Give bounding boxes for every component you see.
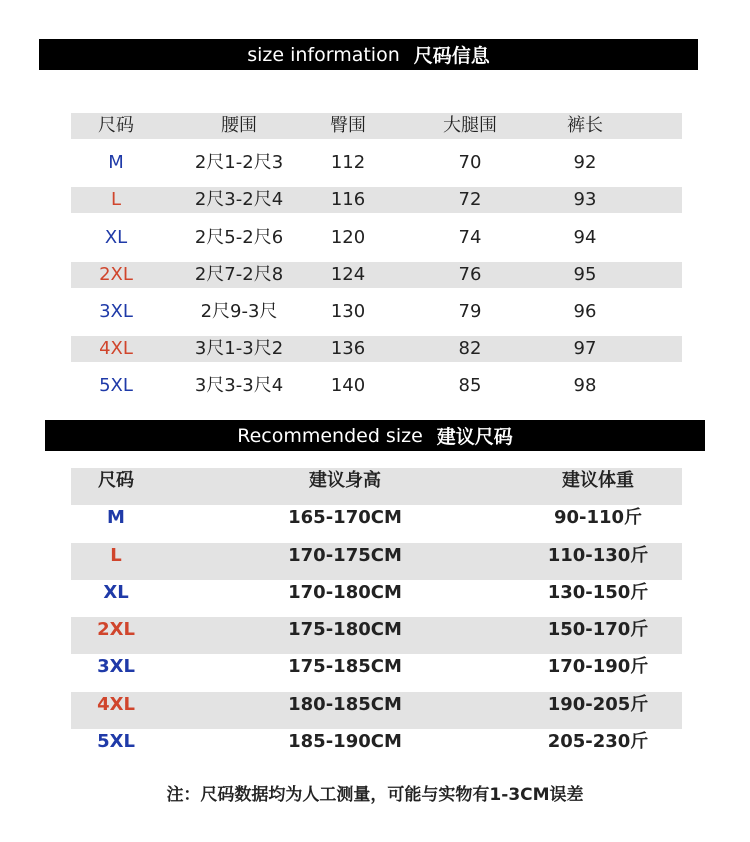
table-cell-weight: 110-130斤 — [547, 544, 649, 566]
table-row — [71, 299, 682, 336]
table-cell-length: 95 — [573, 263, 597, 285]
table-cell-weight: 150-170斤 — [547, 619, 649, 641]
table-cell-hip: 130 — [330, 300, 366, 322]
table-cell-weight: 90-110斤 — [553, 507, 643, 529]
table-row — [71, 336, 682, 373]
table-row — [71, 262, 682, 299]
column-header: 臀围 — [330, 115, 366, 136]
table-cell-length: 93 — [573, 189, 597, 211]
size-label: XL — [104, 226, 128, 248]
table-cell-hip: 116 — [330, 189, 366, 211]
size-info-header — [39, 39, 698, 70]
table-cell-thigh: 72 — [458, 189, 482, 211]
size-info-table — [71, 113, 682, 411]
size-label: M — [108, 152, 124, 174]
table-cell-length: 96 — [573, 300, 597, 322]
table-cell-length: 97 — [573, 338, 597, 360]
table-cell-weight: 190-205斤 — [547, 693, 649, 715]
table-cell-hip: 136 — [330, 338, 366, 360]
table-header-row — [71, 468, 682, 505]
size-label: 5XL — [97, 731, 135, 753]
size-label: 3XL — [99, 300, 133, 322]
table-header-row — [71, 113, 682, 150]
table-row — [71, 654, 682, 691]
table-cell-thigh: 76 — [458, 263, 482, 285]
size-info-title-en: size information — [247, 43, 400, 66]
measurement-note: 注：尺码数据均为人工测量，可能与实物有1-3CM误差 — [166, 785, 584, 805]
table-cell-height: 165-170CM — [288, 507, 402, 529]
recommended-size-table — [71, 468, 682, 766]
table-cell-thigh: 79 — [458, 300, 482, 322]
table-cell-length: 98 — [573, 375, 597, 397]
table-cell-thigh: 74 — [458, 226, 482, 248]
table-cell-waist: 2尺1-2尺3 — [194, 152, 284, 174]
table-cell-hip: 140 — [330, 375, 366, 397]
column-header: 腰围 — [221, 115, 257, 136]
table-row — [71, 617, 682, 654]
table-cell-waist: 2尺7-2尺8 — [194, 263, 284, 285]
table-row — [71, 692, 682, 729]
table-row — [71, 729, 682, 766]
size-label: M — [107, 507, 125, 529]
recommended-size-header — [45, 420, 705, 451]
table-cell-height: 170-180CM — [288, 581, 402, 603]
table-cell-hip: 112 — [330, 152, 366, 174]
size-label: 5XL — [99, 375, 133, 397]
table-cell-waist: 2尺5-2尺6 — [194, 226, 284, 248]
table-row — [71, 580, 682, 617]
table-row — [71, 505, 682, 542]
table-row — [71, 543, 682, 580]
table-cell-thigh: 82 — [458, 338, 482, 360]
table-cell-weight: 205-230斤 — [547, 731, 649, 753]
size-label: L — [110, 544, 122, 566]
table-cell-weight: 170-190斤 — [547, 656, 649, 678]
column-header: 尺码 — [98, 115, 134, 136]
size-label: 2XL — [99, 263, 133, 285]
column-header: 裤长 — [567, 115, 603, 136]
size-label: 3XL — [97, 656, 135, 678]
size-label: 2XL — [97, 619, 135, 641]
table-cell-waist: 2尺3-2尺4 — [194, 189, 284, 211]
table-cell-height: 185-190CM — [288, 731, 402, 753]
table-cell-weight: 130-150斤 — [547, 581, 649, 603]
table-row — [71, 225, 682, 262]
table-cell-waist: 3尺1-3尺2 — [194, 338, 284, 360]
recommended-title-cn: 建议尺码 — [436, 426, 513, 448]
column-header: 建议体重 — [562, 470, 634, 491]
size-label: 4XL — [97, 693, 135, 715]
table-row — [71, 150, 682, 187]
table-cell-hip: 120 — [330, 226, 366, 248]
table-cell-waist: 3尺3-3尺4 — [194, 375, 284, 397]
table-cell-hip: 124 — [330, 263, 366, 285]
size-label: 4XL — [99, 338, 133, 360]
table-cell-length: 94 — [573, 226, 597, 248]
recommended-title-en: Recommended size — [237, 424, 423, 447]
size-label: L — [110, 189, 122, 211]
column-header: 尺码 — [98, 470, 134, 491]
table-cell-height: 175-185CM — [288, 656, 402, 678]
table-cell-height: 180-185CM — [288, 693, 402, 715]
size-info-title-cn: 尺码信息 — [413, 45, 490, 67]
column-header: 建议身高 — [309, 470, 381, 491]
table-cell-height: 170-175CM — [288, 544, 402, 566]
column-header: 大腿围 — [443, 115, 497, 136]
table-cell-height: 175-180CM — [288, 619, 402, 641]
table-cell-thigh: 70 — [458, 152, 482, 174]
table-row — [71, 187, 682, 224]
table-cell-waist: 2尺9-3尺 — [200, 300, 278, 322]
table-row — [71, 373, 682, 410]
size-label: XL — [103, 581, 129, 603]
table-cell-length: 92 — [573, 152, 597, 174]
table-cell-thigh: 85 — [458, 375, 482, 397]
